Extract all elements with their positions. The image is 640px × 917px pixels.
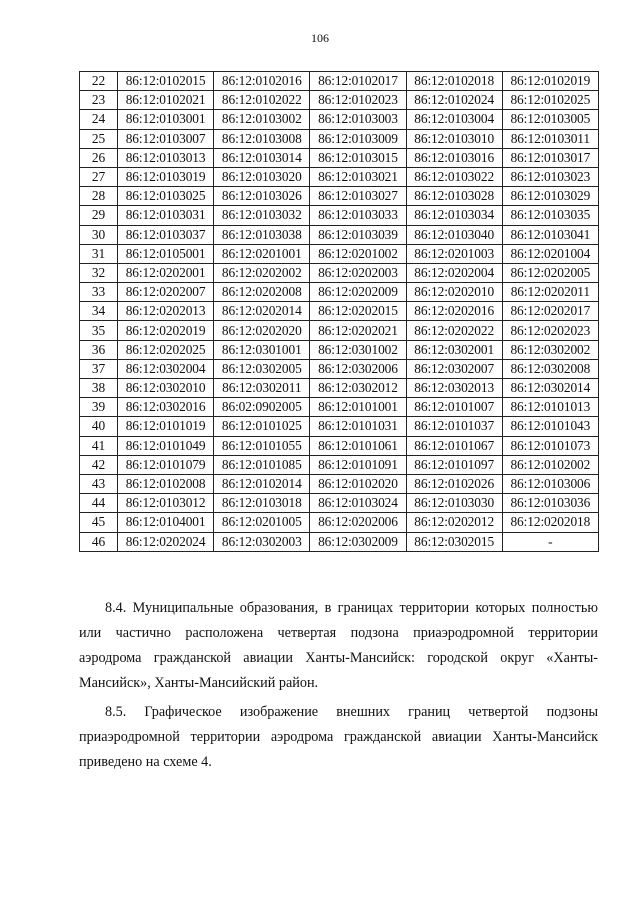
table-row	[80, 532, 599, 551]
cadastral-number-cell: 86:12:0202003	[310, 263, 406, 282]
table-row	[80, 398, 599, 417]
cadastral-number-cell: 86:12:0103036	[502, 494, 598, 513]
cadastral-number-cell: 86:12:0202011	[502, 283, 598, 302]
cadastral-number-cell: 86:12:0102014	[214, 474, 310, 493]
row-number-cell: 29	[80, 206, 118, 225]
cadastral-number-cell: 86:12:0201005	[214, 513, 310, 532]
cadastral-number-cell: 86:12:0202005	[502, 263, 598, 282]
cadastral-number-cell: 86:12:0102008	[118, 474, 214, 493]
table-row	[80, 110, 599, 129]
cadastral-number-cell: 86:12:0101055	[214, 436, 310, 455]
cadastral-number-cell: 86:12:0103037	[118, 225, 214, 244]
cadastral-number-cell: 86:12:0202016	[406, 302, 502, 321]
cadastral-number-cell: 86:12:0202023	[502, 321, 598, 340]
page-number: 106	[311, 31, 329, 45]
row-number-cell: 44	[80, 494, 118, 513]
cadastral-number-cell: 86:12:0102023	[310, 91, 406, 110]
cadastral-number-cell: 86:12:0302011	[214, 379, 310, 398]
cadastral-number-cell: 86:12:0105001	[118, 244, 214, 263]
cadastral-number-cell: 86:12:0301002	[310, 340, 406, 359]
cadastral-number-cell: 86:12:0102018	[406, 72, 502, 91]
row-number-cell: 34	[80, 302, 118, 321]
cadastral-number-cell: 86:12:0103005	[502, 110, 598, 129]
cadastral-number-cell: 86:12:0202002	[214, 263, 310, 282]
cadastral-number-cell: 86:12:0103007	[118, 129, 214, 148]
row-number-cell: 42	[80, 455, 118, 474]
table-row	[80, 359, 599, 378]
table-row	[80, 72, 599, 91]
row-number-cell: 43	[80, 474, 118, 493]
cadastral-number-cell: 86:12:0103038	[214, 225, 310, 244]
cadastral-table	[79, 71, 599, 552]
cadastral-number-cell: 86:12:0103034	[406, 206, 502, 225]
cadastral-number-cell: 86:12:0102016	[214, 72, 310, 91]
cadastral-number-cell: 86:12:0102026	[406, 474, 502, 493]
cadastral-number-cell: 86:12:0103011	[502, 129, 598, 148]
cadastral-number-cell: 86:12:0102019	[502, 72, 598, 91]
cadastral-number-cell: 86:12:0101031	[310, 417, 406, 436]
cadastral-number-cell: 86:12:0103028	[406, 187, 502, 206]
cadastral-number-cell: 86:12:0202010	[406, 283, 502, 302]
row-number-cell: 37	[80, 359, 118, 378]
cadastral-number-cell: 86:12:0302004	[118, 359, 214, 378]
cadastral-number-cell: 86:12:0202004	[406, 263, 502, 282]
cadastral-number-cell: 86:12:0202012	[406, 513, 502, 532]
cadastral-number-cell: 86:12:0101049	[118, 436, 214, 455]
cadastral-number-cell: 86:12:0101037	[406, 417, 502, 436]
cadastral-number-cell: 86:12:0202020	[214, 321, 310, 340]
row-number-cell: 40	[80, 417, 118, 436]
cadastral-number-cell: 86:12:0102024	[406, 91, 502, 110]
cadastral-number-cell: 86:12:0103039	[310, 225, 406, 244]
cadastral-number-cell: 86:12:0103033	[310, 206, 406, 225]
cadastral-number-cell: 86:12:0103010	[406, 129, 502, 148]
paragraph-8-5-text: 8.5. Графическое изображение внешних границ четвертой подзоны приаэродромной территории аэродрома гражданской авиации Ханты-Мансийск приведено на схеме 4.	[79, 704, 598, 770]
cadastral-number-cell: 86:12:0302008	[502, 359, 598, 378]
row-number-cell: 39	[80, 398, 118, 417]
table-row	[80, 379, 599, 398]
cadastral-number-cell: 86:12:0202008	[214, 283, 310, 302]
cadastral-number-cell: 86:12:0103017	[502, 148, 598, 167]
cadastral-number-cell: 86:12:0102022	[214, 91, 310, 110]
table-row	[80, 321, 599, 340]
row-number-cell: 36	[80, 340, 118, 359]
table-row	[80, 513, 599, 532]
cadastral-number-cell: 86:12:0103002	[214, 110, 310, 129]
cadastral-number-cell: 86:12:0201003	[406, 244, 502, 263]
cadastral-number-cell: 86:12:0101061	[310, 436, 406, 455]
cadastral-number-cell: 86:12:0103023	[502, 167, 598, 186]
cadastral-number-cell: 86:12:0103012	[118, 494, 214, 513]
row-number-cell: 25	[80, 129, 118, 148]
cadastral-number-cell: 86:12:0302003	[214, 532, 310, 551]
row-number-cell: 30	[80, 225, 118, 244]
table-row	[80, 417, 599, 436]
cadastral-number-cell: 86:12:0202021	[310, 321, 406, 340]
table-row	[80, 148, 599, 167]
cadastral-number-cell: 86:12:0101091	[310, 455, 406, 474]
table-row	[80, 302, 599, 321]
cadastral-number-cell: 86:12:0202019	[118, 321, 214, 340]
cadastral-number-cell: 86:12:0202007	[118, 283, 214, 302]
cadastral-number-cell: 86:12:0103020	[214, 167, 310, 186]
table-row	[80, 167, 599, 186]
cadastral-number-cell: 86:12:0101007	[406, 398, 502, 417]
cadastral-number-cell: 86:12:0302010	[118, 379, 214, 398]
row-number-cell: 46	[80, 532, 118, 551]
table-row	[80, 340, 599, 359]
cadastral-number-cell: 86:12:0103029	[502, 187, 598, 206]
cadastral-number-cell: 86:12:0103031	[118, 206, 214, 225]
cadastral-number-cell: 86:12:0202025	[118, 340, 214, 359]
cadastral-number-cell: 86:12:0103018	[214, 494, 310, 513]
cadastral-number-cell: 86:12:0104001	[118, 513, 214, 532]
table-row	[80, 129, 599, 148]
cadastral-number-cell: 86:12:0101085	[214, 455, 310, 474]
row-number-cell: 32	[80, 263, 118, 282]
cadastral-number-cell: 86:12:0103001	[118, 110, 214, 129]
cadastral-number-cell: 86:12:0302006	[310, 359, 406, 378]
cadastral-number-cell: 86:12:0103006	[502, 474, 598, 493]
row-number-cell: 38	[80, 379, 118, 398]
cadastral-number-cell: 86:12:0103026	[214, 187, 310, 206]
cadastral-number-cell: 86:12:0102025	[502, 91, 598, 110]
cadastral-number-cell: 86:12:0102020	[310, 474, 406, 493]
cadastral-number-cell: 86:02:0902005	[214, 398, 310, 417]
cadastral-number-cell: 86:12:0302009	[310, 532, 406, 551]
row-number-cell: 33	[80, 283, 118, 302]
table-row	[80, 474, 599, 493]
cadastral-number-cell: 86:12:0202018	[502, 513, 598, 532]
cadastral-number-cell: 86:12:0302014	[502, 379, 598, 398]
table-row	[80, 283, 599, 302]
cadastral-number-cell: 86:12:0103004	[406, 110, 502, 129]
cadastral-number-cell: 86:12:0103024	[310, 494, 406, 513]
cadastral-number-cell: 86:12:0103032	[214, 206, 310, 225]
table-row	[80, 225, 599, 244]
table-row	[80, 436, 599, 455]
paragraph-8-4-text: 8.4. Муниципальные образования, в границах территории которых полностью или частично расположена четвертая подзона приаэродромной территории аэродрома гражданской авиации Ханты-Мансийск: городской округ «Ханты-Мансийск», Ханты-Мансийский район.	[79, 600, 598, 691]
row-number-cell: 27	[80, 167, 118, 186]
cadastral-number-cell: 86:12:0302001	[406, 340, 502, 359]
cadastral-number-cell: 86:12:0101043	[502, 417, 598, 436]
cadastral-number-cell: 86:12:0201002	[310, 244, 406, 263]
cadastral-number-cell: 86:12:0103030	[406, 494, 502, 513]
cadastral-number-cell: 86:12:0103022	[406, 167, 502, 186]
cadastral-number-cell: 86:12:0101019	[118, 417, 214, 436]
table-row	[80, 91, 599, 110]
cadastral-number-cell: 86:12:0103014	[214, 148, 310, 167]
table-row	[80, 263, 599, 282]
cadastral-number-cell: 86:12:0102015	[118, 72, 214, 91]
cadastral-number-cell: 86:12:0302007	[406, 359, 502, 378]
row-number-cell: 28	[80, 187, 118, 206]
cadastral-number-cell: 86:12:0202013	[118, 302, 214, 321]
table-body	[80, 72, 599, 552]
cadastral-number-cell: 86:12:0202017	[502, 302, 598, 321]
cadastral-number-cell: 86:12:0103013	[118, 148, 214, 167]
table-row	[80, 206, 599, 225]
row-number-cell: 35	[80, 321, 118, 340]
cadastral-number-cell: 86:12:0302005	[214, 359, 310, 378]
cadastral-number-cell: 86:12:0202014	[214, 302, 310, 321]
cadastral-number-cell: 86:12:0103035	[502, 206, 598, 225]
cadastral-number-cell: 86:12:0103040	[406, 225, 502, 244]
row-number-cell: 45	[80, 513, 118, 532]
cadastral-number-cell: 86:12:0202022	[406, 321, 502, 340]
cadastral-number-cell: 86:12:0302016	[118, 398, 214, 417]
cadastral-number-cell: 86:12:0103016	[406, 148, 502, 167]
cadastral-number-cell: 86:12:0202024	[118, 532, 214, 551]
cadastral-number-cell: 86:12:0302015	[406, 532, 502, 551]
table-row	[80, 187, 599, 206]
cadastral-number-cell: 86:12:0103027	[310, 187, 406, 206]
table-row	[80, 494, 599, 513]
cadastral-number-cell: 86:12:0103015	[310, 148, 406, 167]
row-number-cell: 23	[80, 91, 118, 110]
cadastral-number-cell: 86:12:0101025	[214, 417, 310, 436]
cadastral-number-cell: 86:12:0103025	[118, 187, 214, 206]
cadastral-number-cell: 86:12:0102002	[502, 455, 598, 474]
cadastral-number-cell: 86:12:0101079	[118, 455, 214, 474]
cadastral-number-cell: 86:12:0102017	[310, 72, 406, 91]
cadastral-number-cell: 86:12:0202015	[310, 302, 406, 321]
cadastral-number-cell: 86:12:0202006	[310, 513, 406, 532]
cadastral-number-cell: 86:12:0201004	[502, 244, 598, 263]
cadastral-number-cell: 86:12:0103021	[310, 167, 406, 186]
cadastral-number-cell: 86:12:0103008	[214, 129, 310, 148]
cadastral-number-cell: 86:12:0201001	[214, 244, 310, 263]
cadastral-number-cell: 86:12:0302002	[502, 340, 598, 359]
cadastral-number-cell: 86:12:0101067	[406, 436, 502, 455]
cadastral-number-cell: 86:12:0103019	[118, 167, 214, 186]
paragraph-8-4	[79, 596, 598, 696]
row-number-cell: 22	[80, 72, 118, 91]
cadastral-number-cell: 86:12:0102021	[118, 91, 214, 110]
row-number-cell: 41	[80, 436, 118, 455]
cadastral-number-cell: 86:12:0101001	[310, 398, 406, 417]
cadastral-number-cell: 86:12:0101013	[502, 398, 598, 417]
table-row	[80, 455, 599, 474]
row-number-cell: 31	[80, 244, 118, 263]
row-number-cell: 26	[80, 148, 118, 167]
cadastral-number-cell: 86:12:0101097	[406, 455, 502, 474]
cadastral-number-cell: 86:12:0301001	[214, 340, 310, 359]
cadastral-number-cell: 86:12:0302012	[310, 379, 406, 398]
cadastral-number-cell: 86:12:0103003	[310, 110, 406, 129]
cadastral-number-cell: 86:12:0101073	[502, 436, 598, 455]
row-number-cell: 24	[80, 110, 118, 129]
cadastral-number-cell: 86:12:0103041	[502, 225, 598, 244]
cadastral-number-cell: 86:12:0202009	[310, 283, 406, 302]
table-row	[80, 244, 599, 263]
cadastral-number-cell: 86:12:0103009	[310, 129, 406, 148]
cadastral-number-cell: -	[502, 532, 598, 551]
cadastral-number-cell: 86:12:0302013	[406, 379, 502, 398]
paragraph-8-5	[79, 700, 598, 775]
cadastral-number-cell: 86:12:0202001	[118, 263, 214, 282]
